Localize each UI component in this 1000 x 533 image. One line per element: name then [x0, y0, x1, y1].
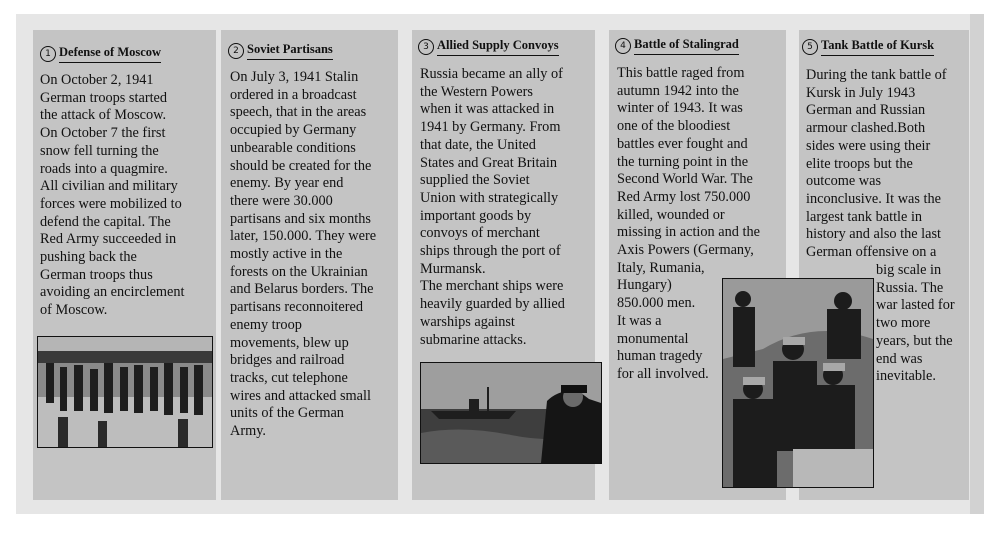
panel-5-number: 5 [802, 39, 818, 55]
panel-3-text: Russia became an ally of the Western Powers when it was attacked in 1941 by Germany. From that date, the United States and Great Britain supplied the Soviet Union with strategically important goods by convoys of merchant ships through the port of Murmansk. The merchant ships were heavily guarded by allied warships against submarine attacks. [420, 66, 565, 348]
panel-3-title: Allied Supply Convoys [437, 38, 559, 56]
panel-2-text: On July 3, 1941 Stalin ordered in a broadcast speech, that in the areas occupied by Germany unbearable conditions should be created for the enemy. By year end there were 30.000 partisans and six months later, 150.000. They were mostly active in the forests on the Ukrainian and Belarus borders. The partisans reconnoitered enemy troop movements, blew up bridges and railroad tracks, cut telephone wires and attacked small units of the German Army. [230, 69, 377, 440]
panel-1-header [40, 45, 161, 63]
booklet-spine-edge [970, 14, 984, 514]
panel-2-header [228, 42, 333, 60]
panel-1-number: 1 [40, 46, 56, 62]
panel-3-header [418, 38, 559, 56]
panel-1-text: On October 2, 1941 German troops started the attack of Moscow. On October 7 the first snow fell turning the roads into a quagmire. All civilian and military forces were mobilized to defend the capital. The Red Army succeeded in pushing back the German troops thus avoiding an encirclement of Moscow. [40, 72, 185, 319]
panel-1-title: Defense of Moscow [59, 45, 161, 63]
panel-2-number: 2 [228, 43, 244, 59]
panel-5-header [802, 38, 934, 56]
panel-4-header [615, 37, 739, 55]
panel-2-title: Soviet Partisans [247, 42, 333, 60]
panel-5-text-top: During the tank battle of Kursk in July 1943 German and Russian armour clashed.Both sides were using their elite troops but the outcome was inconclusive. It was the largest tank battle in history and also the last German offensive on a [806, 67, 947, 261]
panel-3-number: 3 [418, 39, 434, 55]
troops-in-snow-photo [37, 336, 213, 448]
panel-5-title: Tank Battle of Kursk [821, 38, 934, 56]
panel-5-text-bottom: big scale in Russia. The war lasted for two more years, but the end was inevitable. [876, 262, 955, 385]
soldiers-trench-photo [722, 278, 874, 488]
panel-4-title: Battle of Stalingrad [634, 37, 739, 55]
panel-4-text: This battle raged from autumn 1942 into the winter of 1943. It was one of the bloodiest battles ever fought and the turning point in the Second World War. The Red Army lost 750.000 killed, wounded or missing in action and the Axis Powers (Germany, Italy, Rumania, Hungary) 850.000 men. It was a monumental human tragedy for all involved. [617, 65, 760, 382]
panel-4-number: 4 [615, 38, 631, 54]
convoy-ship-photo [420, 362, 602, 464]
